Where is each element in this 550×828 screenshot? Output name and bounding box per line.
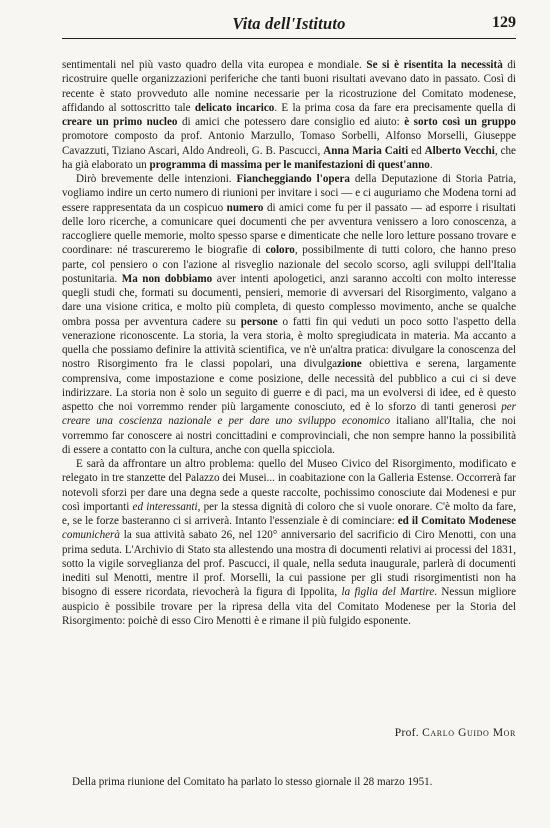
text-run: coloro <box>265 244 295 257</box>
text-run: numero <box>226 201 264 214</box>
text-run: italiano all'Italia, che noi vorremmo far conoscere ai nostri concittadini e comprovinciali, che non sempre hanno la possibilità di essere a contatto con la cultura, anche con quella spicciola. <box>62 415 516 456</box>
text-run: di amici che potessero dare consiglio ed aiuto: <box>177 116 405 128</box>
text-run: di ricostruire quelle organizzazioni periferiche che tanti buoni risultati avevano dato in passato. Così di recente è stato provveduto alle nomine necessarie per la ricostruzione del Comitato modenese, affidando al sottoscritto tale <box>62 59 516 114</box>
text-run: è sorto così un gruppo <box>404 116 516 128</box>
text-run: . Nessun migliore auspicio è possibile trovare per la ripresa della vita del Comitato Modenese per la Storia del Risorgimento: poichè di esso Ciro Menotti è e rimane il più fulgido esponente. <box>62 586 517 627</box>
text-run: ed interessanti <box>132 500 198 513</box>
footnote-text: Della prima riunione del Comitato ha parlato lo stesso giornale il 28 marzo 1951. <box>72 776 433 788</box>
text-run: Se si è risentita la necessità <box>366 59 503 71</box>
signature-prefix: Prof. <box>394 727 423 739</box>
text-run: Fiancheggiando l'opera <box>236 173 350 185</box>
text-run: la figlia del Martire <box>341 586 435 599</box>
text-run: ed il Comitato Modenese <box>397 515 516 527</box>
text-run: sentimentali nel più vasto quadro della vita europea e mondiale. <box>62 59 367 71</box>
text-run: Alberto Vecchi <box>424 144 495 157</box>
paragraph <box>62 457 516 628</box>
text-run: della Deputazione di Storia Patria, vogliamo indire un certo numero di riunioni per invitare i soci — e ci auguriamo che Modena torni ad essere rappresentata da un cospicuo <box>62 173 516 214</box>
text-run: , per la stessa dignità di coloro che si vuole onorare. C'è molto da fare, e, se le forze basteranno ci si arriverà. Intanto l'essenziale è di cominciare: <box>62 500 516 527</box>
text-run: . <box>429 158 433 171</box>
text-run: creare un primo nucleo <box>62 116 178 128</box>
text-run: ed <box>408 144 425 157</box>
text-run: di amici come fu per il passato — ad esporre i risultati delle loro ricerche, a comunicare quei documenti che per avventura venissero a loro conoscenza, a raccogliere quelle memorie, molto spesso sparse e dimenticate che nelle loro letture possano trovare e coordinare: né trascureremo le biografie di <box>62 201 516 257</box>
text-run: per creare una coscienza nazionale e per dare uno sviluppo economico <box>62 401 516 428</box>
article-body <box>62 58 516 628</box>
text-run: , che ha già elaborato un <box>62 144 516 171</box>
text-run: Anna Maria Caiti <box>323 144 409 157</box>
page-number: 129 <box>492 14 516 31</box>
author-signature <box>395 726 516 740</box>
text-run: la sua attività sabato 26, nel 120° anniversario del sacrificio di Ciro Menotti, con una prima seduta. L'Archivio di Stato sta allestendo una mostra di documenti relativi ai processi del 1831, sotto la vigile sorveglianza del prof. Pascucci, il quale, nella seduta inaugurale, parlerà di documenti inediti sul Menotti, mentre il prof. Morselli, la cui passione per gli studi risorgimentisti non ha bisogno di essere ricordata, rievocherà la figura di Ippolita, <box>62 529 516 599</box>
text-run: persone <box>240 315 278 328</box>
text-run: . E la prima cosa da fare era precisamente quella di <box>274 101 516 114</box>
page-header <box>62 12 516 39</box>
running-title: Vita dell'Istituto <box>232 14 346 33</box>
paragraph <box>62 58 516 172</box>
text-run: zione <box>337 358 362 371</box>
text-run: promotore composto da prof. Antonio Marzullo, Tomaso Sorbelli, Alfonso Morselli, Giuseppe Cavazzuti, Tiziano Ascari, Aldo Andreoli, G. B. Pascucci, <box>62 130 516 157</box>
paragraph <box>62 172 516 457</box>
text-run: Dirò brevemente delle intenzioni. <box>76 173 237 185</box>
text-run: delicato incarico <box>194 101 275 114</box>
text-run: Ma non dobbiamo <box>121 272 213 285</box>
text-run: programma di massima per le manifestazioni di quest'anno <box>149 158 430 171</box>
signature-name: Carlo Guido Mor <box>422 727 516 739</box>
text-run: obiettiva e serena, largamente comprensiva, come impostazione e come posizione, delle necessità del pubblico a cui ci si deve indirizzare. La storia non è solo un seguito di guerre e di paci, ma un evolversi di idee, ed è questo aspetto che noi vorremmo render più largamente conosciuto, ed è lo sforzo di tanti generosi <box>62 358 516 413</box>
text-run: E sarà da affrontare un altro problema: quello del Museo Civico del Risorgimento, modificato e relegato in tre stanzette del Palazzo dei Musei... in coabitazione con la Galleria Estense. Occorrerà far notevoli sforzi per dare una degna sede a queste raccolte, pochissimo conosciute dai Modenesi e pur così importanti <box>62 458 516 513</box>
text-run: aver intenti apologetici, anzi saranno accolti con molto interesse quegli studi che, formati su documenti, pensieri, memorie di avversari del Risorgimento, valgano a dare una visione critica, e molto più completa, di questo complesso movimento, anche se qualche ombra possa per avventura cadere su <box>62 272 516 328</box>
footnote <box>62 775 516 790</box>
text-run: comunicherà <box>62 529 120 542</box>
text-run: o fatti fin qui veduti un poco sotto l'aspetto della venerazione riconoscente. La storia, la vera storia, è molto spregiudicata in materia. Ma accanto a quella che possiamo definire la attività scientifica, ve n'è un'altra pratica: divulgare la conoscenza del nostro Risorgimento fra le classi popolari, una divulga <box>62 315 516 371</box>
text-run: , possibilmente di tutti coloro, che hanno preso parte, col pensiero o con l'azione al risveglio nazionale del secolo scorso, agli sviluppi dell'Italia postunitaria. <box>62 244 516 285</box>
